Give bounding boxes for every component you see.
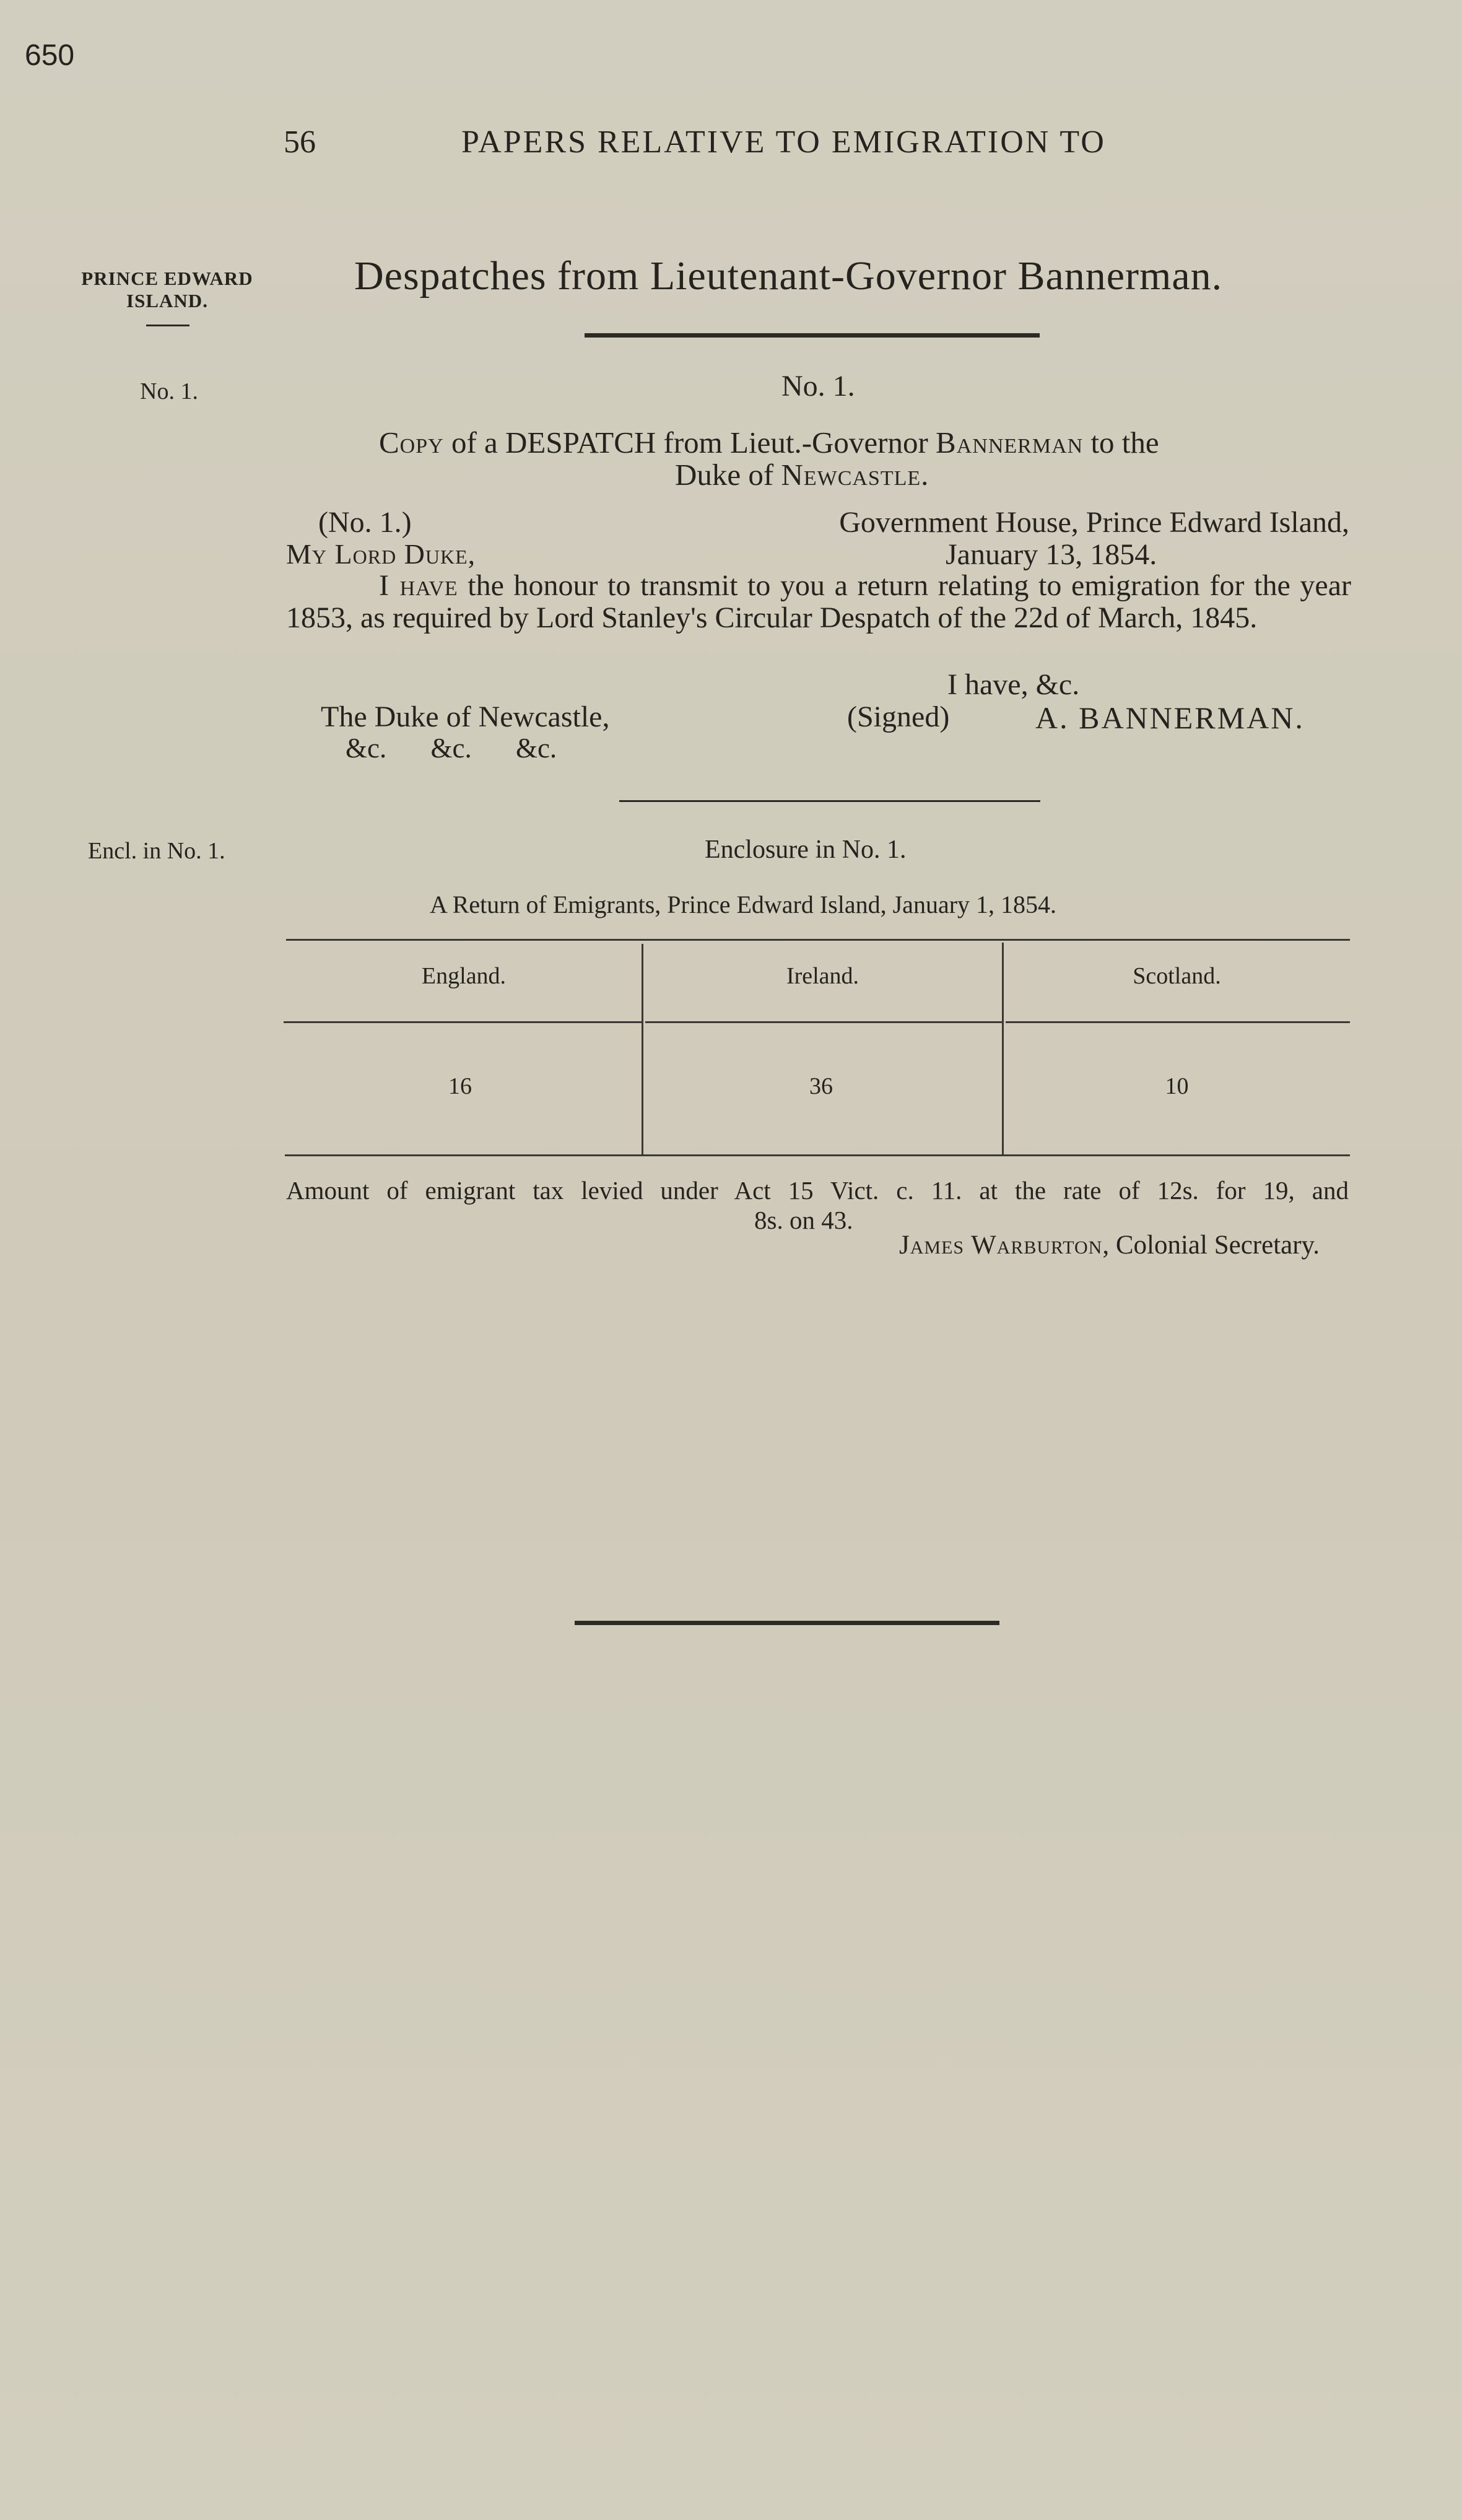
section-title: Despatches from Lieutenant-Governor Bannerman.: [354, 253, 1223, 299]
table-header-england: England.: [421, 963, 507, 989]
tax-note-line2: 8s. on 43.: [754, 1206, 853, 1234]
addressee: The Duke of Newcastle,: [321, 700, 610, 733]
end-rule: [575, 1621, 999, 1625]
table-header-ireland: Ireland.: [786, 963, 859, 989]
caption-suffix: to the: [1083, 425, 1159, 460]
enclosure-heading: Enclosure in No. 1.: [705, 835, 907, 864]
margin-enclosure-ref: Encl. in No. 1.: [88, 838, 225, 864]
page-number: 56: [284, 124, 316, 160]
secretary-name: James Warburton: [899, 1231, 1103, 1260]
salutation: My Lord Duke,: [286, 538, 476, 570]
despatch-body: [286, 570, 1351, 634]
secretary-signature: [899, 1230, 1320, 1260]
running-title: PAPERS RELATIVE TO EMIGRATION TO: [461, 124, 1106, 160]
table-header-rule: [284, 1021, 642, 1023]
caption-governor-name: Bannerman: [936, 425, 1084, 460]
body-lead-words: I have: [379, 569, 458, 602]
margin-despatch-ref: No. 1.: [140, 378, 198, 404]
folio-number: 650: [25, 39, 75, 72]
despatch-ref: (No. 1.): [318, 506, 412, 539]
table-value-ireland: 36: [809, 1073, 833, 1099]
caption-duke-end: .: [921, 458, 929, 492]
caption-mid-text: of a DESPATCH from Lieut.-Governor: [443, 425, 936, 460]
closing: I have, &c.: [947, 668, 1080, 701]
table-header-scotland: Scotland.: [1133, 963, 1221, 989]
despatch-place: Government House, Prince Edward Island,: [839, 506, 1349, 539]
return-title: A Return of Emigrants, Prince Edward Island, January 1, 1854.: [430, 891, 1057, 918]
despatch-caption-line1: [379, 425, 1159, 460]
tax-note-line1: Amount of emigrant tax levied under Act 15 Vict. c. 11. at the rate of 12s. for 19, and: [286, 1176, 1349, 1205]
despatch-date: January 13, 1854.: [946, 538, 1157, 571]
table-top-rule: [286, 939, 1350, 941]
signed-label: (Signed): [847, 700, 950, 733]
margin-colony-line2: ISLAND.: [126, 290, 208, 312]
title-rule: [585, 333, 1040, 338]
secretary-title: , Colonial Secretary.: [1102, 1231, 1320, 1260]
section-separator: [619, 800, 1040, 802]
despatch-number-heading: No. 1.: [781, 370, 855, 403]
caption-duke-prefix: Duke of: [675, 458, 781, 492]
body-text: the honour to transmit to you a return relating to emigration for the year 1853, as required by Lord Stanley's Circular Despatch of the 22d of March, 1845.: [286, 569, 1351, 634]
margin-colony-line1: PRINCE EDWARD: [81, 268, 253, 289]
margin-colony-label: [62, 268, 272, 312]
table-value-england: 16: [448, 1073, 472, 1099]
caption-duke-name: Newcastle: [781, 458, 921, 492]
table-bottom-rule: [285, 1154, 1350, 1156]
table-value-scotland: 10: [1165, 1073, 1189, 1099]
margin-short-rule: [146, 325, 189, 326]
table-header-rule: [645, 1021, 1002, 1023]
despatch-caption-line2: [675, 457, 928, 492]
caption-copy-word: Copy: [379, 425, 444, 460]
table-header-rule: [1006, 1021, 1350, 1023]
addressee-etc: &c. &c. &c.: [346, 733, 557, 764]
signature: A. BANNERMAN.: [1035, 700, 1305, 735]
